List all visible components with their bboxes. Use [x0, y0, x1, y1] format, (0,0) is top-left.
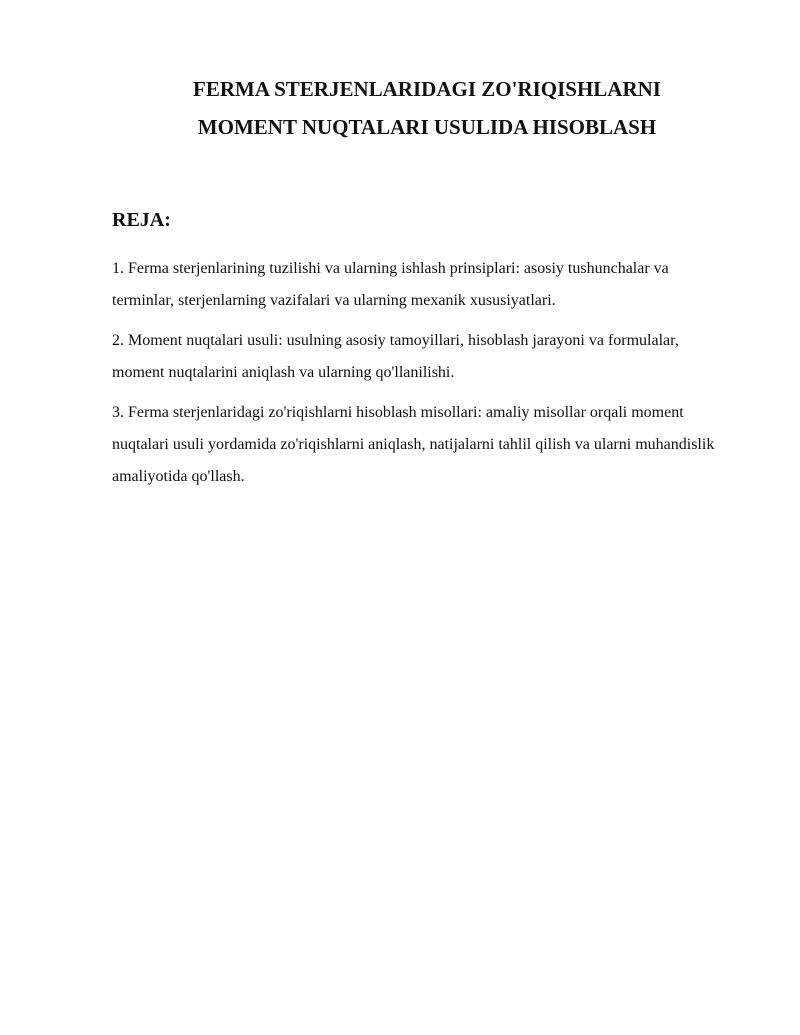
plan-item-2: 2. Moment nuqtalari usuli: usulning asosiy tamoyillari, hisoblash jarayoni va formulalar, moment nuqtalarini aniqlash va ularning qo'llanilishi. — [112, 332, 679, 381]
plan-item-3: 3. Ferma sterjenlaridagi zo'riqishlarni hisoblash misollari: amaliy misollar orqali moment nuqtalari usuli yordamida zo'riqishlarni aniqlash, natijalarni tahlil qilish va ularni muhandislik amaliyotida qo'llash. — [112, 404, 715, 485]
title-line-1: FERMA STERJENLARIDAGI ZO'RIQISHLARNI — [193, 77, 661, 101]
title-line-2: MOMENT NUQTALARI USULIDA HISOBLASH — [197, 115, 657, 139]
plan-list — [112, 253, 732, 501]
plan-heading: REJA: — [112, 209, 171, 231]
plan-item-1: 1. Ferma sterjenlarining tuzilishi va ularning ishlash prinsiplari: asosiy tushunchalar va terminlar, sterjenlarning vazifalari va ularning mexanik xususiyatlari. — [112, 260, 669, 309]
document-title — [112, 70, 742, 146]
